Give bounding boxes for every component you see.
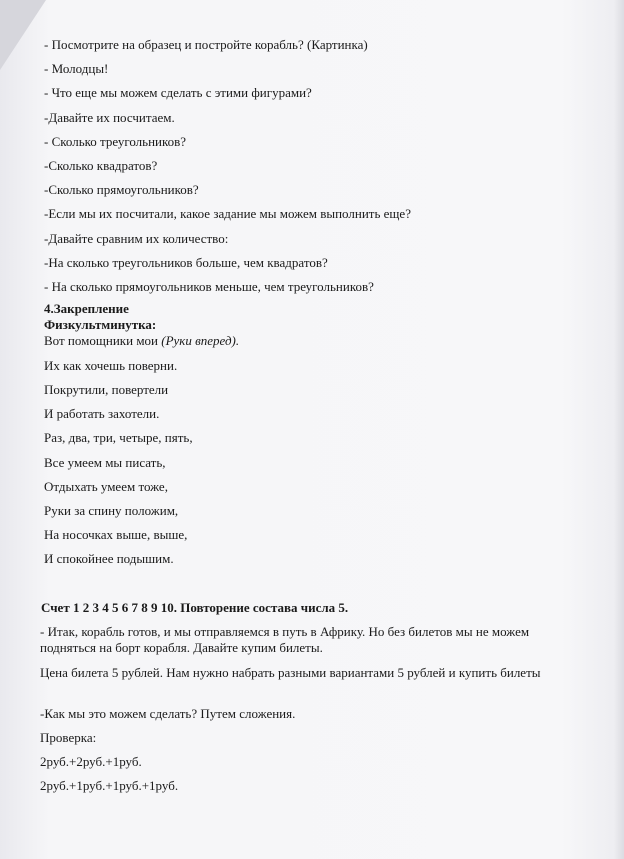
dialog-line-6: -Сколько квадратов? [44,158,158,173]
page-edge-shadow [614,0,624,859]
poem-line-1-text: Вот помощники мои [44,333,162,348]
count-heading: Счет 1 2 3 4 5 6 7 8 9 10. Повторение состава числа 5. [41,600,349,615]
folded-corner [0,0,46,70]
poem-line-1-italic: (Руки вперед). [161,333,240,348]
poem-line-10: И спокойнее подышим. [44,551,174,566]
dialog-line-7: -Сколько прямоугольников? [44,182,199,197]
dialog-line-11: - На сколько прямоугольников меньше, чем треугольников? [44,279,374,294]
poem-line-5: Раз, два, три, четыре, пять, [44,430,193,445]
poem-line-1 [44,333,239,349]
poem-line-2: Их как хочешь поверни. [44,358,178,373]
dialog-line-8: -Если мы их посчитали, какое задание мы можем выполнить еще? [44,206,411,221]
poem-line-8: Руки за спину положим, [44,503,179,518]
dialog-line-9: -Давайте сравним их количество: [44,231,229,246]
question-line: -Как мы это можем сделать? Путем сложения. [40,706,296,721]
poem-line-6: Все умеем мы писать, [44,455,166,470]
section-title: 4.Закрепление [44,301,129,316]
dialog-line-4: -Давайте их посчитаем. [44,110,175,125]
poem-line-9: На носочках выше, выше, [44,527,188,542]
poem-line-3: Покрутили, повертели [44,382,169,397]
check-line-2: 2руб.+1руб.+1руб.+1руб. [40,778,179,793]
poem-line-4: И работать захотели. [44,406,160,421]
dialog-line-10: -На сколько треугольников больше, чем квадратов? [44,255,328,270]
paragraph-trip: - Итак, корабль готов, и мы отправляемся в путь в Африку. Но без билетов мы не можем подняться на борт корабля. Давайте купим билеты. [40,624,530,655]
check-line-1: 2руб.+2руб.+1руб. [40,754,142,769]
check-label: Проверка: [40,730,97,745]
section-subtitle: Физкультминутка: [44,317,157,332]
dialog-line-5: - Сколько треугольников? [44,134,187,149]
poem-line-7: Отдыхать умеем тоже, [44,479,168,494]
dialog-line-3: - Что еще мы можем сделать с этими фигурами? [44,85,312,100]
paragraph-ticket-price: Цена билета 5 рублей. Нам нужно набрать разными вариантами 5 рублей и купить билеты [40,665,541,680]
dialog-line-2: - Молодцы! [44,61,109,76]
dialog-line-1: - Посмотрите на образец и постройте корабль? (Картинка) [44,37,368,52]
